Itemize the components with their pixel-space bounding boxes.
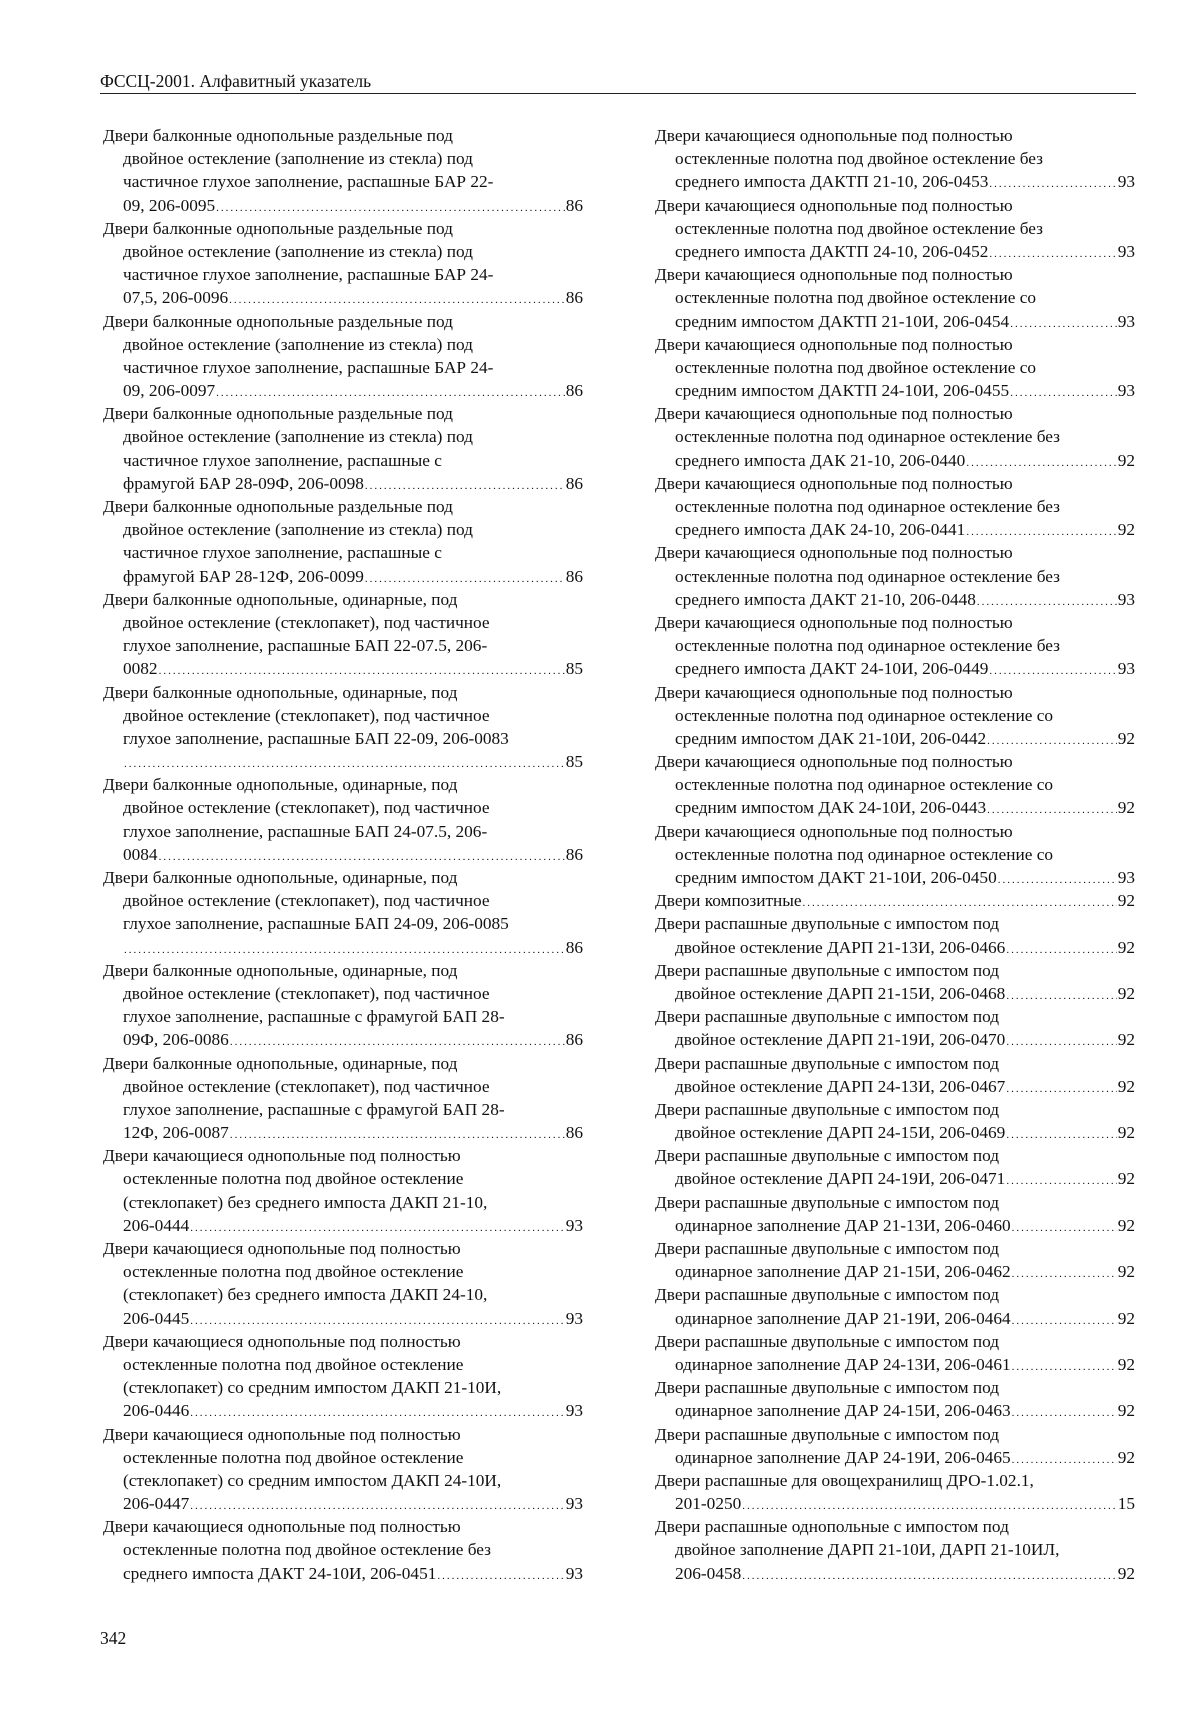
entry-last-line <box>655 1028 1135 1051</box>
entry-line: глухое заполнение, распашные с фрамугой БАП 28- <box>123 1007 505 1027</box>
index-entry <box>103 1237 583 1330</box>
index-entry <box>655 681 1135 751</box>
index-column-left <box>103 124 583 1585</box>
entry-page-ref: 85 <box>565 659 583 679</box>
index-entry <box>655 1005 1135 1051</box>
entry-line: (стеклопакет) со средним импостом ДАКП 21-10И, <box>123 1378 502 1398</box>
entry-page-ref: 92 <box>1117 937 1135 957</box>
entry-line: остекленные полотна под одинарное остекление со <box>675 705 1054 725</box>
entry-line: одинарное заполнение ДАР 24-19И, 206-0465 <box>675 1447 1011 1467</box>
entry-line: остекленные полотна под двойное остекление без <box>675 218 1043 238</box>
entry-line: глухое заполнение, распашные БАП 24-07.5, 206- <box>123 821 488 841</box>
index-entry <box>655 541 1135 611</box>
entry-line: средним импостом ДАКТП 24-10И, 206-0455 <box>675 381 1010 401</box>
entry-line: 09, 206-0097 <box>123 381 216 401</box>
index-column-right <box>655 124 1135 1585</box>
index-entry <box>655 889 1135 912</box>
index-entry <box>103 1052 583 1145</box>
entry-last-line <box>655 982 1135 1005</box>
index-entry <box>655 750 1135 820</box>
index-entry <box>103 588 583 681</box>
entry-page-ref: 92 <box>1117 1076 1135 1096</box>
dot-leader <box>1006 985 1116 1008</box>
entry-last-line <box>655 240 1135 263</box>
dot-leader <box>1006 939 1116 962</box>
entry-line: (стеклопакет) без среднего импоста ДАКП 21-10, <box>123 1192 488 1212</box>
entry-line: среднего импоста ДАКТ 24-10И, 206-0451 <box>123 1563 437 1583</box>
entry-line: Двери качающиеся однопольные под полностью <box>655 126 1013 145</box>
entry-line: остекленные полотна под двойное остекление <box>123 1447 464 1467</box>
entry-line: Двери распашные двупольные с импостом под <box>655 1053 1000 1073</box>
index-entry <box>655 1469 1135 1515</box>
entry-line: двойное остекление ДАРП 24-19И, 206-0471 <box>675 1169 1006 1189</box>
entry-last-line <box>655 588 1135 611</box>
entry-last-line <box>103 843 583 866</box>
entry-last-line <box>103 936 583 959</box>
entry-line: Двери качающиеся однопольные под полностью <box>103 1424 461 1444</box>
entry-page-ref: 93 <box>1117 381 1135 401</box>
entry-line: Двери распашные двупольные с импостом под <box>655 960 1000 980</box>
index-entry <box>103 402 583 495</box>
entry-page-ref: 92 <box>1117 983 1135 1003</box>
entry-last-line <box>655 1307 1135 1330</box>
entry-line: Двери качающиеся однопольные под полностью <box>103 1239 461 1258</box>
entry-line: Двери качающиеся однопольные под полностью <box>655 752 1013 772</box>
index-entry <box>655 263 1135 333</box>
entry-page-ref: 92 <box>1117 1262 1135 1282</box>
index-entry <box>103 773 583 866</box>
entry-last-line <box>655 1399 1135 1422</box>
entry-line: двойное остекление (заполнение из стекла) под <box>123 334 473 354</box>
entry-last-line <box>103 379 583 402</box>
entry-line: двойное остекление ДАРП 21-15И, 206-0468 <box>675 983 1006 1003</box>
entry-line: двойное заполнение ДАРП 21-10И, ДАРП 21-10ИЛ, <box>675 1540 1060 1560</box>
dot-leader <box>998 869 1117 892</box>
index-entry <box>103 217 583 310</box>
entry-page-ref: 92 <box>1117 1354 1135 1374</box>
index-entry <box>655 820 1135 890</box>
entry-last-line <box>103 194 583 217</box>
entry-line: глухое заполнение, распашные БАП 22-09, 206-0083 <box>123 728 509 748</box>
index-entry <box>655 124 1135 194</box>
entry-line: одинарное заполнение ДАР 21-19И, 206-0464 <box>675 1308 1011 1328</box>
entry-page-ref: 92 <box>1117 450 1135 470</box>
entry-line: остекленные полотна под двойное остекление со <box>675 288 1037 308</box>
entry-last-line <box>655 936 1135 959</box>
entry-line: частичное глухое заполнение, распашные БАР 22- <box>123 172 494 192</box>
entry-page-ref: 92 <box>1117 1123 1135 1143</box>
entry-page-ref: 92 <box>1117 728 1135 748</box>
entry-line: Двери распашные двупольные с импостом под <box>655 1099 1000 1119</box>
entry-line: (стеклопакет) со средним импостом ДАКП 24-10И, <box>123 1470 502 1490</box>
index-entry <box>655 1098 1135 1144</box>
index-entry <box>655 194 1135 264</box>
entry-line: двойное остекление (стеклопакет), под частичное <box>123 798 490 818</box>
entry-last-line <box>655 170 1135 193</box>
entry-last-line <box>103 286 583 309</box>
entry-last-line <box>655 379 1135 402</box>
dot-leader <box>1012 1263 1117 1286</box>
index-entry <box>655 912 1135 958</box>
index-entry <box>655 611 1135 681</box>
entry-last-line <box>655 1353 1135 1376</box>
index-entry <box>655 1144 1135 1190</box>
entry-line: Двери балконные однопольные раздельные под <box>103 497 453 516</box>
index-entry <box>103 1515 583 1585</box>
dot-leader <box>1010 382 1117 405</box>
entry-line: Двери качающиеся однопольные под полностью <box>655 821 1013 841</box>
entry-line: Двери балконные однопольные раздельные под <box>103 126 453 145</box>
entry-line: Двери балконные однопольные раздельные под <box>103 218 453 238</box>
entry-last-line <box>655 889 1135 912</box>
entry-line: Двери распашные двупольные с импостом под <box>655 1192 1000 1212</box>
entry-page-ref: 92 <box>1117 1563 1135 1583</box>
entry-page-ref: 15 <box>1117 1494 1135 1514</box>
entry-line: средним импостом ДАК 21-10И, 206-0442 <box>675 728 987 748</box>
entry-last-line <box>655 727 1135 750</box>
entry-line: двойное остекление ДАРП 21-19И, 206-0470 <box>675 1030 1006 1050</box>
entry-line: остекленные полотна под двойное остекление <box>123 1169 464 1189</box>
entry-line: одинарное заполнение ДАР 21-15И, 206-0462 <box>675 1262 1011 1282</box>
entry-page-ref: 85 <box>565 752 583 772</box>
entry-line: Двери распашные однопольные с импостом под <box>655 1517 1009 1537</box>
entry-line: одинарное заполнение ДАР 24-13И, 206-0461 <box>675 1354 1011 1374</box>
entry-page-ref: 93 <box>1117 311 1135 331</box>
entry-line: фрамугой БАР 28-09Ф, 206-0098 <box>123 473 364 493</box>
entry-last-line <box>103 1307 583 1330</box>
entry-line: среднего импоста ДАК 24-10, 206-0441 <box>675 520 966 540</box>
entry-line: остекленные полотна под одинарное остекление без <box>675 566 1060 586</box>
entry-page-ref: 92 <box>1117 1030 1135 1050</box>
dot-leader <box>1012 1217 1117 1240</box>
entry-line: частичное глухое заполнение, распашные БАР 24- <box>123 265 494 285</box>
entry-line: остекленные полотна под двойное остекление без <box>123 1540 491 1560</box>
index-entry <box>103 310 583 403</box>
dot-leader <box>1012 1310 1117 1333</box>
entry-line: двойное остекление (заполнение из стекла) под <box>123 149 473 169</box>
entry-line: Двери балконные однопольные, одинарные, под <box>103 1053 458 1073</box>
entry-page-ref: 86 <box>565 381 583 401</box>
entry-line: остекленные полотна под двойное остекление <box>123 1262 464 1282</box>
entry-line: Двери распашные двупольные с импостом под <box>655 1007 1000 1027</box>
entry-page-ref: 92 <box>1117 520 1135 540</box>
index-entry <box>103 1423 583 1516</box>
dot-leader <box>1010 313 1117 336</box>
entry-page-ref: 93 <box>1117 868 1135 887</box>
entry-last-line <box>655 1167 1135 1190</box>
index-entry <box>655 1330 1135 1376</box>
entry-line: Двери качающиеся однопольные под полностью <box>655 195 1013 215</box>
entry-line: Двери распашные двупольные с импостом под <box>655 1424 1000 1444</box>
entry-page-ref: 93 <box>565 1308 583 1328</box>
dot-leader <box>1006 1170 1116 1193</box>
entry-line: остекленные полотна под одинарное остекление без <box>675 427 1060 447</box>
index-entry <box>655 1237 1135 1283</box>
entry-line: двойное остекление ДАРП 24-15И, 206-0469 <box>675 1123 1006 1143</box>
entry-line: глухое заполнение, распашные БАП 24-09, 206-0085 <box>123 914 509 934</box>
entry-page-ref: 92 <box>1117 1401 1135 1421</box>
index-entry <box>103 866 583 959</box>
entry-line: среднего импоста ДАКТ 21-10, 206-0448 <box>675 589 976 609</box>
entry-line: двойное остекление (стеклопакет), под частичное <box>123 891 490 911</box>
entry-page-ref: 93 <box>565 1494 583 1514</box>
entry-last-line <box>655 1214 1135 1237</box>
index-entry <box>655 1376 1135 1422</box>
entry-line: Двери качающиеся однопольные под полностью <box>655 543 1013 563</box>
entry-line: Двери распашные двупольные с импостом под <box>655 1239 1000 1258</box>
entry-page-ref: 86 <box>565 195 583 215</box>
entry-line: 0084 <box>123 844 158 864</box>
entry-last-line <box>655 1121 1135 1144</box>
entry-line: Двери качающиеся однопольные под полностью <box>103 1517 461 1537</box>
entry-last-line <box>103 1399 583 1422</box>
entry-page-ref: 92 <box>1117 891 1135 911</box>
entry-line: 09, 206-0095 <box>123 195 216 215</box>
entry-last-line <box>655 1492 1135 1515</box>
entry-line: остекленные полотна под двойное остекление без <box>675 149 1043 169</box>
entry-line: Двери качающиеся однопольные под полностью <box>655 612 1013 632</box>
entry-line: Двери распашные двупольные с импостом под <box>655 1378 1000 1398</box>
entry-line: Двери балконные однопольные, одинарные, под <box>103 682 458 702</box>
entry-line: двойное остекление ДАРП 24-13И, 206-0467 <box>675 1076 1006 1096</box>
entry-last-line <box>655 1446 1135 1469</box>
entry-line: 201-0250 <box>675 1494 742 1514</box>
entry-page-ref: 93 <box>565 1563 583 1583</box>
entry-line: частичное глухое заполнение, распашные БАР 24- <box>123 357 494 377</box>
entry-line: Двери качающиеся однопольные под полностью <box>655 265 1013 285</box>
entry-page-ref: 93 <box>1117 659 1135 679</box>
entry-line: Двери композитные <box>655 891 802 911</box>
entry-line: 12Ф, 206-0087 <box>123 1123 229 1143</box>
entry-page-ref: 86 <box>565 566 583 586</box>
entry-page-ref: 93 <box>565 1215 583 1235</box>
entry-line: Двери качающиеся однопольные под полностью <box>655 334 1013 354</box>
entry-line: средним импостом ДАКТ 21-10И, 206-0450 <box>675 868 997 887</box>
entry-line: Двери балконные однопольные раздельные под <box>103 404 453 424</box>
entry-line: двойное остекление (заполнение из стекла) под <box>123 427 473 447</box>
entry-last-line <box>655 310 1135 333</box>
entry-line: остекленные полотна под одинарное остекление со <box>675 775 1054 795</box>
index-entry <box>655 959 1135 1005</box>
entry-last-line <box>655 1562 1135 1585</box>
dot-leader <box>1006 1124 1116 1147</box>
entry-line: 206-0446 <box>123 1401 190 1421</box>
entry-line: двойное остекление ДАРП 21-13И, 206-0466 <box>675 937 1006 957</box>
entry-last-line <box>655 796 1135 819</box>
entry-page-ref: 92 <box>1117 1447 1135 1467</box>
index-entry <box>655 333 1135 403</box>
entry-line: Двери распашные двупольные с импостом под <box>655 1146 1000 1166</box>
entry-last-line <box>655 449 1135 472</box>
entry-line: Двери балконные однопольные, одинарные, под <box>103 960 458 980</box>
index-entry <box>103 959 583 1052</box>
entry-last-line <box>103 472 583 495</box>
entry-line: Двери балконные однопольные раздельные под <box>103 311 453 331</box>
entry-line: среднего импоста ДАКТ 24-10И, 206-0449 <box>675 659 989 679</box>
entry-line: фрамугой БАР 28-12Ф, 206-0099 <box>123 566 364 586</box>
index-entry <box>655 1052 1135 1098</box>
entry-line: остекленные полотна под одинарное остекление без <box>675 636 1060 656</box>
entry-line: одинарное заполнение ДАР 24-15И, 206-0463 <box>675 1401 1011 1421</box>
entry-line: Двери распашные двупольные с импостом под <box>655 1331 1000 1351</box>
entry-line: 206-0447 <box>123 1494 190 1514</box>
dot-leader <box>742 1565 1116 1588</box>
entry-line: Двери качающиеся однопольные под полностью <box>103 1331 461 1351</box>
entry-line: Двери распашные двупольные с импостом под <box>655 914 1000 934</box>
dot-leader <box>1006 1078 1116 1101</box>
index-entry <box>103 1330 583 1423</box>
entry-line: 206-0445 <box>123 1308 190 1328</box>
entry-page-ref: 86 <box>565 288 583 308</box>
entry-page-ref: 86 <box>565 1030 583 1050</box>
entry-last-line <box>655 866 1135 889</box>
entry-page-ref: 92 <box>1117 1215 1135 1235</box>
running-head: ФССЦ-2001. Алфавитный указатель <box>100 70 1136 94</box>
entry-line: (стеклопакет) без среднего импоста ДАКП 24-10, <box>123 1285 488 1305</box>
entry-last-line <box>103 1562 583 1585</box>
entry-line: средним импостом ДАКТП 21-10И, 206-0454 <box>675 311 1010 331</box>
index-entry <box>655 1423 1135 1469</box>
entry-line: 206-0458 <box>675 1563 742 1583</box>
dot-leader <box>1012 1356 1117 1379</box>
entry-last-line <box>655 1075 1135 1098</box>
entry-last-line <box>103 1121 583 1144</box>
entry-line: среднего импоста ДАКТП 24-10, 206-0452 <box>675 241 989 261</box>
index-entry <box>103 681 583 774</box>
entry-line: двойное остекление (заполнение из стекла) под <box>123 241 473 261</box>
entry-page-ref: 92 <box>1117 1308 1135 1328</box>
dot-leader <box>1012 1402 1117 1425</box>
entry-line: остекленные полотна под одинарное остекление со <box>675 844 1054 864</box>
entry-line: Двери распашные для овощехранилищ ДРО-1.02.1, <box>655 1470 1034 1490</box>
entry-last-line <box>103 1492 583 1515</box>
entry-last-line <box>655 518 1135 541</box>
entry-line: средним импостом ДАК 24-10И, 206-0443 <box>675 798 987 818</box>
entry-last-line <box>103 657 583 680</box>
entry-line: остекленные полотна под одинарное остекление без <box>675 497 1060 516</box>
entry-line: одинарное заполнение ДАР 21-13И, 206-0460 <box>675 1215 1011 1235</box>
entry-line: глухое заполнение, распашные с фрамугой БАП 28- <box>123 1099 505 1119</box>
entry-page-ref: 93 <box>1117 172 1135 192</box>
entry-line: 07,5, 206-0096 <box>123 288 229 308</box>
entry-line: Двери балконные однопольные, одинарные, под <box>103 589 458 609</box>
entry-line: двойное остекление (заполнение из стекла) под <box>123 520 473 540</box>
entry-line: частичное глухое заполнение, распашные с <box>123 543 442 563</box>
entry-line: двойное остекление (стеклопакет), под частичное <box>123 705 490 725</box>
entry-line: остекленные полотна под двойное остекление со <box>675 357 1037 377</box>
entry-line: Двери качающиеся однопольные под полностью <box>103 1146 461 1166</box>
entry-line: Двери качающиеся однопольные под полностью <box>655 473 1013 493</box>
entry-line: частичное глухое заполнение, распашные с <box>123 450 442 470</box>
index-entry <box>655 402 1135 472</box>
entry-last-line <box>655 657 1135 680</box>
entry-line: остекленные полотна под двойное остекление <box>123 1354 464 1374</box>
entry-line: двойное остекление (стеклопакет), под частичное <box>123 1076 490 1096</box>
index-entry <box>655 472 1135 542</box>
entry-line: среднего импоста ДАКТП 21-10, 206-0453 <box>675 172 989 192</box>
index-entry <box>655 1283 1135 1329</box>
entry-line: Двери качающиеся однопольные под полностью <box>655 404 1013 424</box>
entry-line: Двери балконные однопольные, одинарные, под <box>103 775 458 795</box>
entry-last-line <box>103 1028 583 1051</box>
page-number: 342 <box>100 1628 127 1648</box>
entry-line: двойное остекление (стеклопакет), под частичное <box>123 983 490 1003</box>
entry-page-ref: 93 <box>1117 241 1135 261</box>
entry-last-line <box>103 565 583 588</box>
entry-line: двойное остекление (стеклопакет), под частичное <box>123 612 490 632</box>
entry-page-ref: 93 <box>1117 589 1135 609</box>
entry-line: среднего импоста ДАК 21-10, 206-0440 <box>675 450 966 470</box>
entry-page-ref: 86 <box>565 844 583 864</box>
entry-line: 09Ф, 206-0086 <box>123 1030 229 1050</box>
index-entry <box>103 1144 583 1237</box>
entry-page-ref: 86 <box>565 473 583 493</box>
entry-line: Двери распашные двупольные с импостом под <box>655 1285 1000 1305</box>
entry-page-ref: 92 <box>1117 798 1135 818</box>
entry-line: глухое заполнение, распашные БАП 22-07.5, 206- <box>123 636 488 656</box>
index-entry <box>103 124 583 217</box>
index-entry <box>655 1191 1135 1237</box>
entry-page-ref: 92 <box>1117 1169 1135 1189</box>
entry-line: 0082 <box>123 659 158 679</box>
entry-page-ref: 86 <box>565 1123 583 1143</box>
entry-last-line <box>103 750 583 773</box>
entry-last-line <box>103 1214 583 1237</box>
entry-page-ref: 93 <box>565 1401 583 1421</box>
dot-leader <box>437 1565 564 1588</box>
dot-leader <box>1006 1031 1116 1054</box>
entry-last-line <box>655 1260 1135 1283</box>
entry-line: 206-0444 <box>123 1215 190 1235</box>
index-entry <box>103 495 583 588</box>
entry-line: Двери качающиеся однопольные под полностью <box>655 682 1013 702</box>
entry-line: Двери балконные однопольные, одинарные, под <box>103 868 458 887</box>
entry-page-ref: 86 <box>565 937 583 957</box>
index-entry <box>655 1515 1135 1585</box>
